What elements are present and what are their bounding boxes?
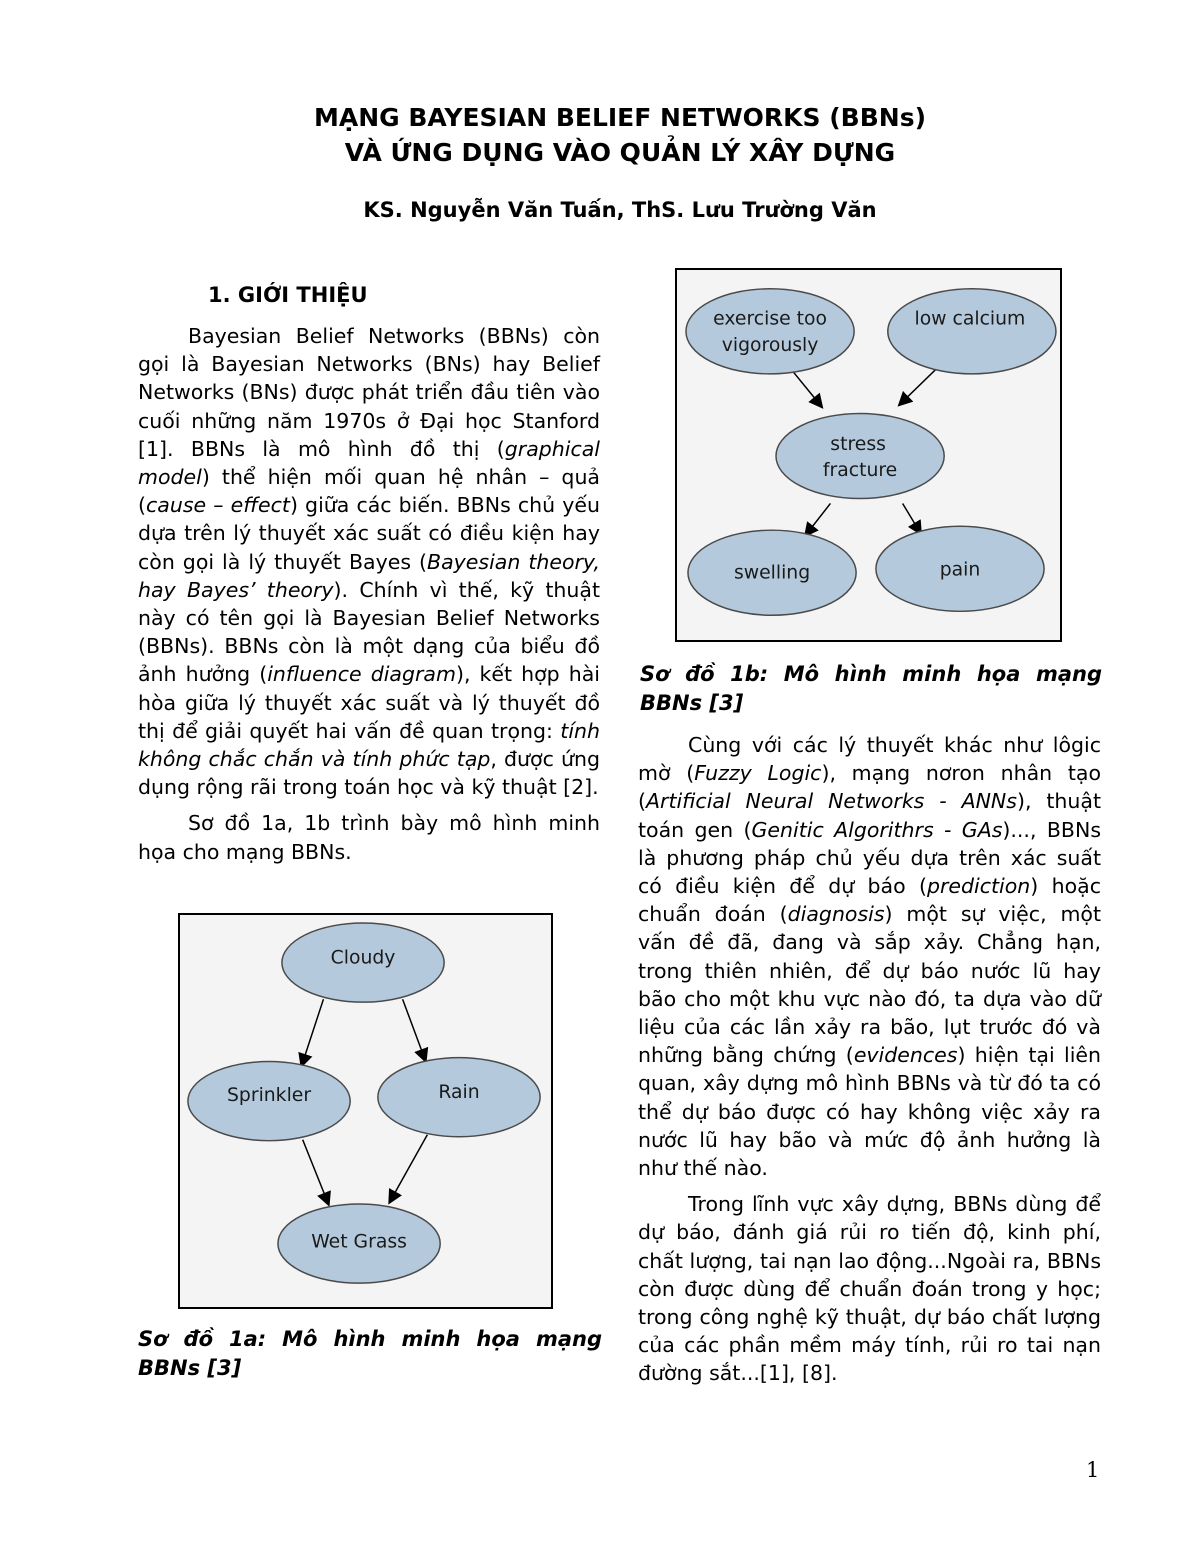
node-exercise-too-vigorously bbox=[686, 289, 854, 374]
methods-paragraph: Cùng với các lý thuyết khác như lôgic mờ (Fuzzy Logic), mạng nơron nhân tạo (Artificial Neural Networks - ANNs), thuật toán gen (Genitic Algorithrs - GAs)..., BBNs là phương pháp chủ yếu dựa trên xác suất có điều kiện để dự báo (prediction) hoặc chuẩn đoán (diagnosis) một sự việc, một vấn đề đã, đang và sắp xảy. Chẳng hạn, trong thiên nhiên, để dự báo nước lũ hay bão cho một khu vực nào đó, ta dựa vào dữ liệu của các lần xảy ra bão, lụt trước đó và những bằng chứng (evidences) hiện tại liên quan, xây dựng mô hình BBNs và từ đó ta có thể dự báo được có hay không việc xảy ra nước lũ hay bão và mức độ ảnh hưởng là như thế nào. bbox=[638, 733, 1101, 1181]
svg-text:Rain: Rain bbox=[438, 1082, 480, 1104]
svg-text:stress: stress bbox=[830, 434, 886, 456]
svg-text:Cloudy: Cloudy bbox=[330, 947, 396, 969]
figure-1b-diagram bbox=[677, 270, 1060, 640]
paper-title-line2: VÀ ỨNG DỤNG VÀO QUẢN LÝ XÂY DỰNG bbox=[344, 138, 896, 167]
svg-text:pain: pain bbox=[939, 559, 981, 581]
intro-paragraph: Bayesian Belief Networks (BBNs) còn gọi là Bayesian Networks (BNs) hay Belief Networks (BNs) được phát triển đầu tiên vào cuối những năm 1970s ở Đại học Stanford [1]. BBNs là mô hình đồ thị (graphical model) thể hiện mối quan hệ nhân – quả (cause – effect) giữa các biến. BBNs chủ yếu dựa trên lý thuyết xác suất có điều kiện hay còn gọi là lý thuyết Bayes (Bayesian theory, hay Bayes’ theory). Chính vì thế, kỹ thuật này có tên gọi là Bayesian Belief Networks (BBNs). BBNs còn là một dạng của biểu đồ ảnh hưởng (influence diagram), kết hợp hài hòa giữa lý thuyết xác suất và lý thuyết đồ thị để giải quyết hai vấn đề quan trọng: tính không chắc chắn và tính phức tạp, được ứng dụng rộng rãi trong toán học và kỹ thuật [2]. bbox=[138, 324, 600, 800]
figure-1a bbox=[178, 913, 553, 1309]
node-wet-grass bbox=[278, 1204, 440, 1283]
figure-1b-caption: Sơ đồ 1b: Mô hình minh họa mạng BBNs [3] bbox=[640, 662, 1102, 715]
figure-1a-caption: Sơ đồ 1a: Mô hình minh họa mạng BBNs [3] bbox=[138, 1327, 602, 1380]
edge-calcium-stress bbox=[900, 369, 937, 405]
node-swelling bbox=[688, 530, 856, 615]
svg-text:vigorously: vigorously bbox=[721, 335, 819, 357]
construction-paragraph: Trong lĩnh vực xây dựng, BBNs dùng để dự báo, đánh giá rủi ro tiến độ, kinh phí, chất lượng, tai nạn lao động...Ngoài ra, BBNs còn được dùng để chuẩn đoán trong y học; trong công nghệ kỹ thuật, dự báo chất lượng của các phần mềm máy tính, rủi ro tai nạn đường sắt...[1], [8]. bbox=[638, 1192, 1101, 1386]
figure-intro-paragraph: Sơ đồ 1a, 1b trình bày mô hình minh họa cho mạng BBNs. bbox=[138, 811, 600, 864]
svg-text:fracture: fracture bbox=[822, 459, 898, 481]
edge-rain-wetgrass bbox=[390, 1135, 428, 1202]
section-heading: 1. GIỚI THIỆU bbox=[208, 283, 368, 307]
figure-1b bbox=[675, 268, 1062, 642]
node-stress-fracture bbox=[776, 413, 944, 498]
left-column-text bbox=[138, 322, 600, 874]
edge-stress-pain bbox=[903, 503, 921, 533]
paper-title-line1: MẠNG BAYESIAN BELIEF NETWORKS (BBNs) bbox=[313, 103, 927, 132]
page-number: 1 bbox=[1086, 1458, 1100, 1482]
edge-stress-swelling bbox=[806, 503, 831, 535]
svg-text:Sprinkler: Sprinkler bbox=[227, 1085, 312, 1107]
svg-text:swelling: swelling bbox=[733, 562, 811, 584]
node-rain bbox=[378, 1058, 540, 1137]
edge-cloudy-sprinkler bbox=[302, 999, 324, 1065]
figure-1a-diagram bbox=[180, 915, 551, 1307]
edge-cloudy-rain bbox=[403, 999, 426, 1060]
svg-text:exercise too: exercise too bbox=[713, 308, 827, 330]
edge-sprinkler-wetgrass bbox=[303, 1140, 329, 1204]
right-column-text bbox=[638, 731, 1101, 1396]
svg-text:Wet Grass: Wet Grass bbox=[311, 1231, 407, 1253]
node-cloudy bbox=[282, 923, 444, 1002]
svg-text:low calcium: low calcium bbox=[914, 308, 1026, 330]
authors: KS. Nguyễn Văn Tuấn, ThS. Lưu Trường Văn bbox=[363, 198, 877, 222]
node-low-calcium bbox=[888, 289, 1056, 374]
node-pain bbox=[876, 526, 1044, 611]
node-sprinkler bbox=[188, 1062, 350, 1141]
edge-exercise-stress bbox=[791, 369, 822, 407]
